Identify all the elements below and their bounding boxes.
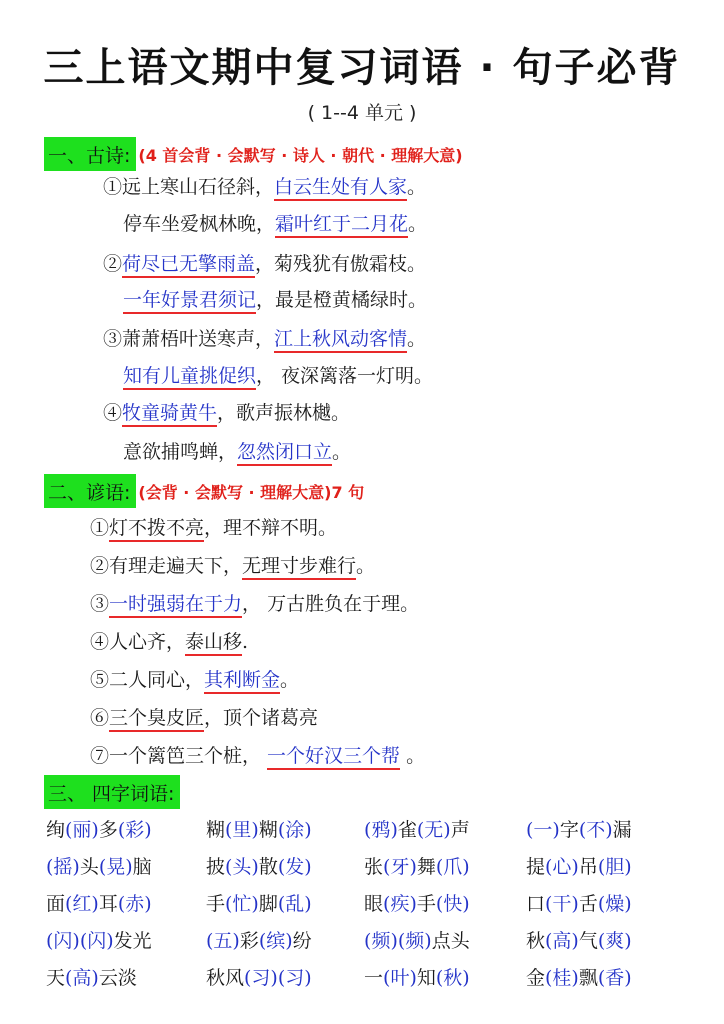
- text-segment: (里): [225, 819, 259, 841]
- text-segment: (鸦): [364, 819, 398, 841]
- text-segment: ④: [103, 402, 123, 424]
- proverb-line: [90, 551, 375, 581]
- idiom-cell: [46, 889, 206, 926]
- text-segment: (胆): [597, 856, 632, 878]
- text-segment: 眼: [364, 893, 384, 915]
- idiom-cell: [46, 852, 206, 889]
- text-segment: ， 万古胜负在于理。: [242, 593, 420, 615]
- text-segment: 漏: [612, 819, 632, 841]
- section-label: 一、古诗:: [44, 137, 136, 171]
- text-segment: 脚: [258, 893, 278, 915]
- text-segment: ②有理走遍天下，: [90, 555, 243, 577]
- text-segment: (彩): [117, 819, 152, 841]
- text-segment: ，最是橙黄橘绿时。: [256, 289, 428, 311]
- text-segment: 。: [408, 213, 428, 235]
- text-segment: 耳: [98, 893, 118, 915]
- idiom-cell: [206, 889, 364, 926]
- text-segment: 气: [578, 930, 598, 952]
- text-segment: 糊: [206, 819, 226, 841]
- text-segment: (涂): [277, 819, 312, 841]
- poem-line: [123, 437, 351, 467]
- proverb-line: [90, 513, 337, 543]
- section-note: (4 首会背 · 会默写 · 诗人 · 朝代 · 理解大意): [138, 145, 463, 165]
- proverb-line: [90, 589, 419, 619]
- idiom-cell: [364, 926, 526, 963]
- idiom-cell: [526, 815, 686, 852]
- text-segment: ①远上寒山石径斜，: [103, 176, 275, 198]
- text-segment: 。: [332, 441, 352, 463]
- text-segment: 面: [46, 893, 66, 915]
- text-segment: .: [242, 631, 249, 653]
- text-segment: (香): [597, 967, 632, 989]
- text-segment: 手: [416, 893, 436, 915]
- poem-line: [123, 361, 433, 391]
- text-segment: 点头: [431, 930, 470, 952]
- idiom-row: [46, 926, 686, 963]
- underlined-text: 泰山移: [185, 631, 242, 656]
- idiom-cell: [526, 963, 686, 1000]
- text-segment: (桂): [545, 967, 579, 989]
- text-segment: ⑤二人同心，: [90, 669, 205, 691]
- section-header-proverbs: [44, 474, 364, 508]
- text-segment: ，歌声振林樾。: [217, 402, 351, 424]
- text-segment: 吊: [578, 856, 598, 878]
- underlined-text: 三个臭皮匠: [109, 707, 204, 732]
- idiom-cell: [206, 815, 364, 852]
- idiom-row: [46, 815, 686, 852]
- text-segment: 多: [98, 819, 118, 841]
- text-segment: 意欲捕鸣蝉，: [123, 441, 238, 463]
- text-segment: (频)(频): [364, 930, 432, 952]
- idiom-cell: [206, 926, 364, 963]
- text-segment: (快): [435, 893, 470, 915]
- text-segment: ，菊残犹有傲霜枝。: [255, 253, 427, 275]
- text-segment: (一): [526, 819, 560, 841]
- text-segment: (忙): [225, 893, 259, 915]
- text-segment: (红): [65, 893, 99, 915]
- underlined-text: 无理寸步难行: [242, 555, 356, 580]
- text-segment: ②: [103, 253, 123, 275]
- text-segment: (高): [65, 967, 99, 989]
- poem-line: [123, 209, 427, 239]
- text-segment: (习)(习): [244, 967, 312, 989]
- text-segment: 舌: [578, 893, 598, 915]
- text-segment: ④人心齐，: [90, 631, 186, 653]
- text-segment: 秋: [526, 930, 546, 952]
- text-segment: 头: [79, 856, 99, 878]
- underlined-text: 灯不拨不亮: [109, 517, 204, 542]
- poem-line: [103, 324, 426, 354]
- text-segment: 散: [258, 856, 278, 878]
- section-label: 二、谚语:: [44, 474, 136, 508]
- underlined-text: 白云生处有人家: [274, 176, 407, 201]
- text-segment: 口: [526, 893, 546, 915]
- text-segment: 天: [46, 967, 66, 989]
- text-segment: 张: [364, 856, 384, 878]
- text-segment: (不): [578, 819, 613, 841]
- text-segment: 。: [407, 176, 427, 198]
- text-segment: 一: [364, 967, 384, 989]
- text-segment: ，理不辩不明。: [204, 517, 338, 539]
- page-title: 三上语文期中复习词语 · 句子必背: [43, 45, 681, 91]
- underlined-text: 霜叶红于二月花: [275, 213, 408, 238]
- text-segment: (高): [545, 930, 579, 952]
- poem-line: [123, 285, 427, 315]
- underlined-text: 知有儿童挑促织: [123, 365, 256, 390]
- poem-line: [103, 398, 350, 428]
- text-segment: (丽): [65, 819, 99, 841]
- text-segment: (心): [545, 856, 579, 878]
- text-segment: (缤): [258, 930, 293, 952]
- text-segment: 。: [280, 669, 300, 691]
- text-segment: (赤): [117, 893, 152, 915]
- section-note: (会背 · 会默写 · 理解大意)7 句: [138, 482, 365, 502]
- text-segment: ①: [90, 517, 110, 539]
- text-segment: 金: [526, 967, 546, 989]
- text-segment: 停车坐爱枫林晚，: [123, 213, 276, 235]
- text-segment: 云淡: [98, 967, 137, 989]
- idiom-cell: [526, 852, 686, 889]
- text-segment: 手: [206, 893, 226, 915]
- idiom-row: [46, 889, 686, 926]
- underlined-text: 江上秋风动客情: [274, 328, 407, 353]
- text-segment: (摇): [46, 856, 80, 878]
- text-segment: 彩: [239, 930, 259, 952]
- text-segment: (爪): [435, 856, 470, 878]
- underlined-text: 一年好景君须记: [123, 289, 256, 314]
- text-segment: (牙): [383, 856, 417, 878]
- text-segment: 秋风: [206, 967, 245, 989]
- proverb-line: [90, 665, 299, 695]
- poem-line: [103, 172, 426, 202]
- text-segment: 舞: [416, 856, 436, 878]
- text-segment: ，顶个诸葛亮: [204, 707, 319, 729]
- text-segment: 糊: [258, 819, 278, 841]
- idiom-row: [46, 852, 686, 889]
- text-segment: 提: [526, 856, 546, 878]
- text-segment: 绚: [46, 819, 66, 841]
- text-segment: 雀: [397, 819, 417, 841]
- idiom-cell: [206, 963, 364, 1000]
- idiom-cell: [46, 963, 206, 1000]
- text-segment: 脑: [132, 856, 152, 878]
- text-segment: 知: [416, 967, 436, 989]
- text-segment: ③萧萧梧叶送寒声，: [103, 328, 275, 350]
- text-segment: (疾): [383, 893, 417, 915]
- text-segment: (乱): [277, 893, 312, 915]
- proverb-line: [90, 703, 318, 733]
- idiom-cell: [526, 926, 686, 963]
- page-subtitle: ( 1--4 单元 ): [307, 102, 417, 124]
- proverb-line: [90, 627, 248, 657]
- text-segment: (秋): [435, 967, 470, 989]
- text-segment: (五): [206, 930, 240, 952]
- text-segment: (爽): [597, 930, 632, 952]
- section-header-poems: [44, 137, 463, 171]
- text-segment: (叶): [383, 967, 417, 989]
- idiom-cell: [364, 963, 526, 1000]
- text-segment: ， 夜深篱落一灯明。: [256, 365, 434, 387]
- poem-line: [103, 249, 426, 279]
- text-segment: (无): [416, 819, 451, 841]
- text-segment: 发光: [113, 930, 152, 952]
- text-segment: ⑥: [90, 707, 110, 729]
- text-segment: 纷: [292, 930, 312, 952]
- text-segment: 。: [400, 745, 426, 767]
- idioms-grid: [46, 815, 686, 1000]
- idiom-cell: [46, 815, 206, 852]
- text-segment: (燥): [597, 893, 632, 915]
- idiom-cell: [364, 815, 526, 852]
- underlined-text: 一时强弱在于力: [109, 593, 242, 618]
- text-segment: 。: [356, 555, 376, 577]
- text-segment: ③: [90, 593, 110, 615]
- underlined-text: 牧童骑黄牛: [122, 402, 217, 427]
- text-segment: (头): [225, 856, 259, 878]
- idiom-cell: [46, 926, 206, 963]
- underlined-text: 忽然闭口立: [237, 441, 332, 466]
- idiom-cell: [364, 852, 526, 889]
- idiom-cell: [526, 889, 686, 926]
- proverb-line: [90, 741, 425, 771]
- text-segment: (晃): [98, 856, 133, 878]
- idiom-cell: [206, 852, 364, 889]
- text-segment: 披: [206, 856, 226, 878]
- idiom-cell: [364, 889, 526, 926]
- text-segment: ⑦一个篱笆三个桩，: [90, 745, 268, 767]
- text-segment: (干): [545, 893, 579, 915]
- underlined-text: 荷尽已无擎雨盖: [122, 253, 255, 278]
- text-segment: 飘: [578, 967, 598, 989]
- section-header-idioms: [44, 775, 180, 809]
- text-segment: 。: [407, 328, 427, 350]
- text-segment: (发): [277, 856, 312, 878]
- idiom-row: [46, 963, 686, 1000]
- text-segment: (闪)(闪): [46, 930, 114, 952]
- section-label: 三、 四字词语:: [44, 775, 180, 809]
- text-segment: 声: [450, 819, 470, 841]
- underlined-text: 一个好汉三个帮: [267, 745, 400, 770]
- text-segment: 字: [559, 819, 579, 841]
- underlined-text: 其利断金: [204, 669, 280, 694]
